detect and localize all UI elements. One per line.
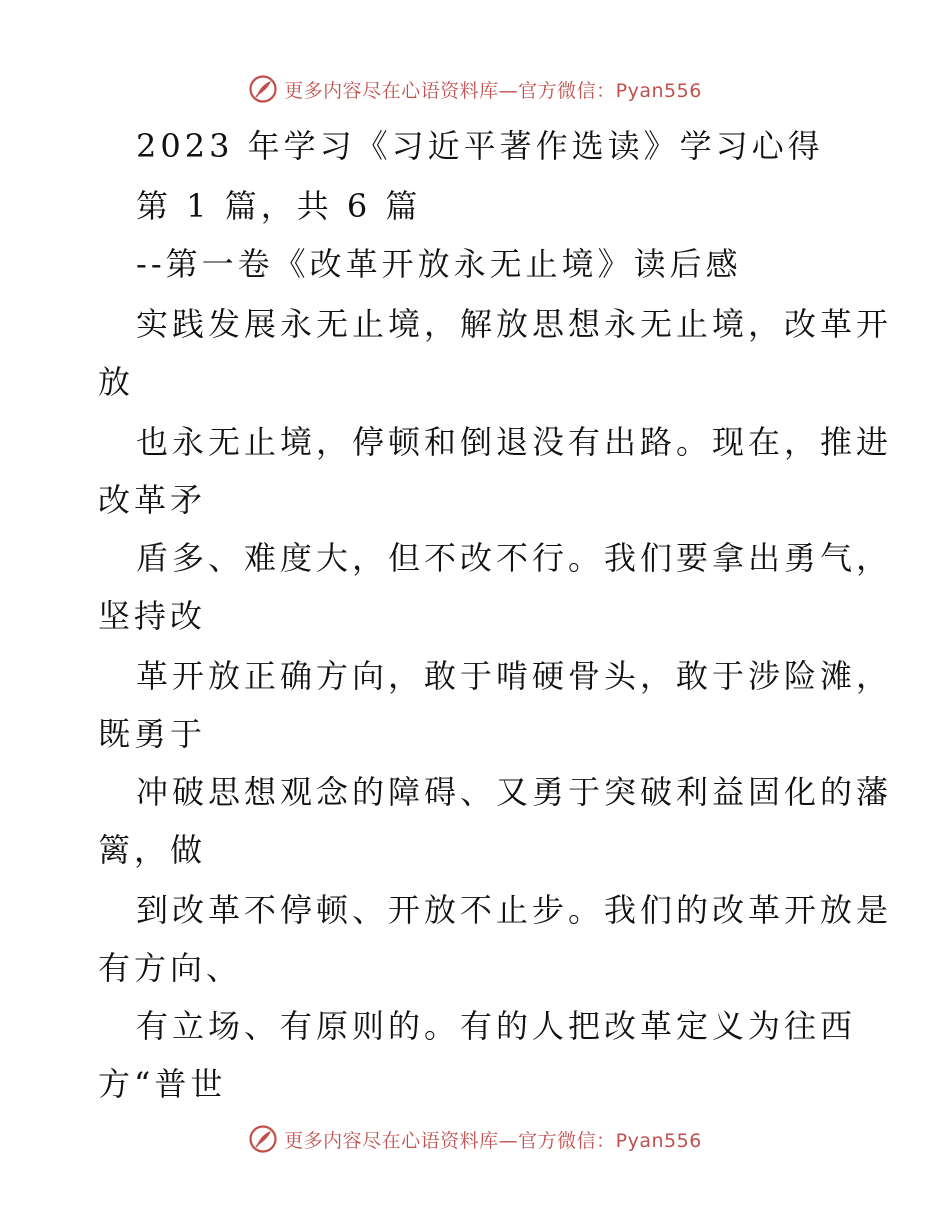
paragraph-line: 方“普世 bbox=[98, 1065, 227, 1103]
watermark-text: 更多内容尽在心语资料库—官方微信：Pyan556 bbox=[284, 79, 702, 102]
paragraph-line: 篱，做 bbox=[98, 831, 207, 869]
document-subtitle: --第一卷《改革开放永无止境》读后感 bbox=[136, 245, 742, 283]
paragraph-line: 改革矛 bbox=[98, 481, 207, 519]
header-watermark bbox=[0, 74, 950, 104]
paragraph-line: 也永无止境，停顿和倒退没有出路。现在，推进 bbox=[136, 423, 893, 461]
paragraph-line: 既勇于 bbox=[98, 715, 207, 753]
feather-pen-icon bbox=[248, 1124, 278, 1154]
paragraph-line: 到改革不停顿、开放不止步。我们的改革开放是 bbox=[136, 891, 893, 929]
paragraph-line: 冲破思想观念的障碍、又勇于突破利益固化的藩 bbox=[136, 773, 893, 811]
paragraph-line: 有立场、有原则的。有的人把改革定义为往西 bbox=[136, 1007, 857, 1045]
document-part-number: 第 1 篇，共 6 篇 bbox=[136, 187, 422, 225]
feather-pen-icon bbox=[248, 74, 278, 104]
paragraph-line: 实践发展永无止境，解放思想永无止境，改革开 bbox=[136, 305, 893, 343]
paragraph-line: 有方向、 bbox=[98, 949, 243, 987]
paragraph-line: 坚持改 bbox=[98, 597, 207, 635]
document-title: 2023 年学习《习近平著作选读》学习心得 bbox=[136, 127, 824, 165]
paragraph-line: 革开放正确方向，敢于啃硬骨头，敢于涉险滩， bbox=[136, 657, 893, 695]
paragraph-line: 放 bbox=[98, 363, 135, 401]
footer-watermark bbox=[0, 1124, 950, 1154]
paragraph-line: 盾多、难度大，但不改不行。我们要拿出勇气， bbox=[136, 539, 893, 577]
watermark-text: 更多内容尽在心语资料库—官方微信：Pyan556 bbox=[284, 1129, 702, 1152]
